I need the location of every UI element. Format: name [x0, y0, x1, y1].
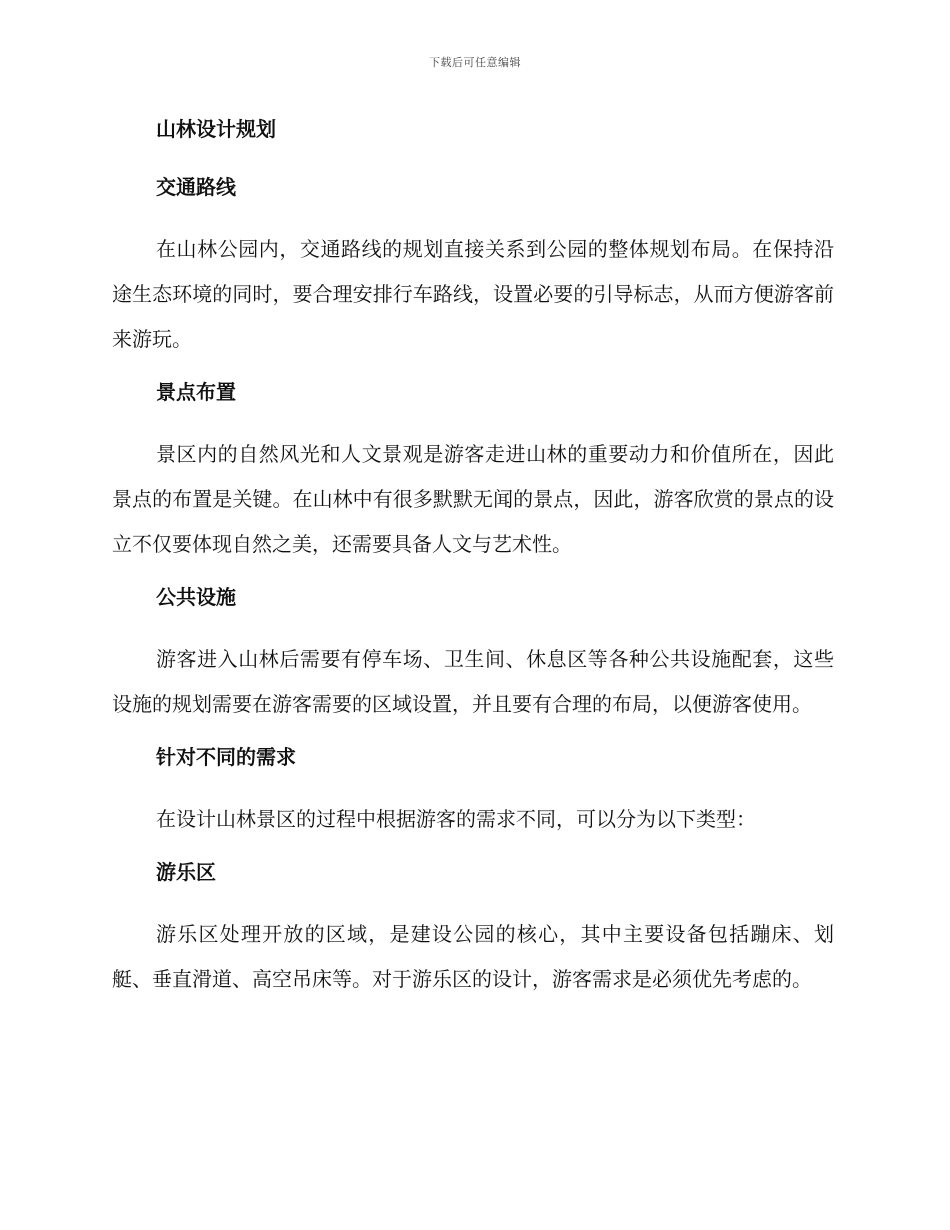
- section-heading-traffic: 交通路线: [156, 175, 236, 199]
- section-heading-amusement: 游乐区: [156, 860, 216, 884]
- section-paragraph-scenic-spots: 景区内的自然风光和人文景观是游客走进山林的重要动力和价值所在，因此景点的布置是关键。在山林中有很多默默无闻的景点，因此，游客欣赏的景点的设立不仅要体现自然之美，还需要具备人文与艺术性。: [112, 442, 834, 556]
- section-heading-needs: 针对不同的需求: [156, 745, 296, 769]
- section-paragraph-traffic: 在山林公园内，交通路线的规划直接关系到公园的整体规划布局。在保持沿途生态环境的同时，要合理安排行车路线，设置必要的引导标志，从而方便游客前来游玩。: [112, 237, 834, 351]
- document-content: [112, 111, 834, 1014]
- header-note: 下载后可任意编辑: [429, 56, 521, 69]
- section-heading-scenic-spots: 景点布置: [156, 380, 236, 404]
- section-heading-facilities: 公共设施: [156, 585, 236, 609]
- section-paragraph-amusement: 游乐区处理开放的区域，是建设公园的核心，其中主要设备包括蹦床、划艇、垂直滑道、高空吊床等。对于游乐区的设计，游客需求是必须优先考虑的。: [112, 922, 834, 991]
- section-paragraph-facilities: 游客进入山林后需要有停车场、卫生间、休息区等各种公共设施配套，这些设施的规划需要在游客需要的区域设置，并且要有合理的布局，以便游客使用。: [112, 647, 834, 716]
- document-title: 山林设计规划: [156, 117, 276, 141]
- section-paragraph-needs: 在设计山林景区的过程中根据游客的需求不同，可以分为以下类型：: [156, 807, 756, 831]
